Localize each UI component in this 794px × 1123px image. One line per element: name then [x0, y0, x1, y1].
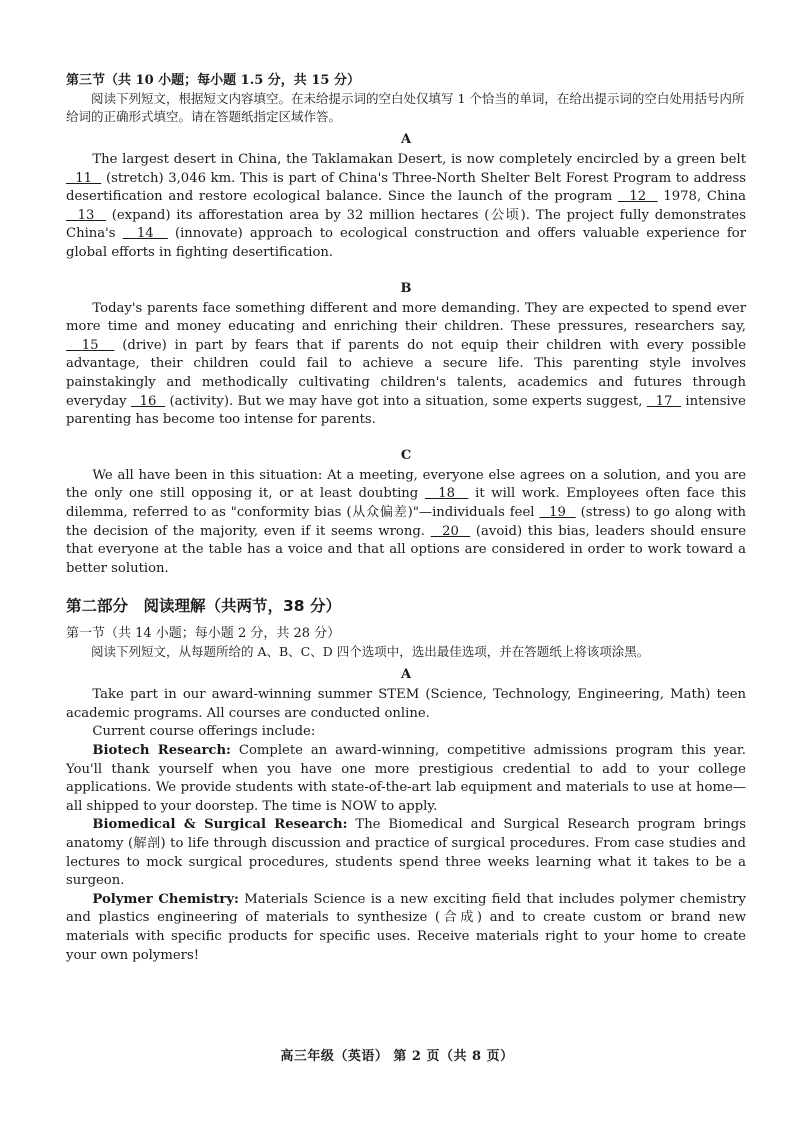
part2-section1-header: 第一节（共 14 小题；每小题 2 分，共 28 分）: [66, 626, 341, 642]
course-biotech-title: Biotech Research:: [92, 743, 231, 759]
section3-header: 第三节（共 10 小题；每小题 1.5 分，共 15 分）: [66, 73, 360, 88]
passage-c-text: We all have been in this situation: At a meeting, everyone else agrees on a solution, and you are the only one still opposing it, or at least doubting 18 it will work. Employees often face this dilemma, referred to as "conformity bias (从众偏差)"—individuals feel 19 (stress) to go along with the decision of the majority, even if it seems wrong. 20 (avoid) this bias, leaders should ensure that everyone at the table has a voice and that all options are considered in order to work toward a better solution.: [66, 467, 747, 576]
passage-b-label: B: [400, 280, 412, 296]
page-footer: 高三年级（英语） 第 2 页（共 8 页）: [280, 1049, 514, 1064]
part2-instruction: 阅读下列短文，从每题所给的 A、B、C、D 四个选项中，选出最佳选项，并在答题纸上将该项涂黑。: [91, 644, 650, 660]
blank-14: 14: [136, 226, 154, 242]
reading-a-offerings: Current course offerings include:: [92, 724, 316, 740]
passage-a-label: A: [400, 132, 412, 147]
blank-11: 11: [75, 170, 93, 186]
course-biomedical: Biomedical & Surgical Research: The Biomedical and Surgical Research program brings anatomy (解剖) to life through discussion and practice of surgical procedures. From case studies and lectures to mock surgical procedures, students spend three weeks learning what it takes to be a surgeon.: [66, 817, 746, 889]
blank-13: 13: [77, 207, 95, 223]
blank-16: 16: [139, 393, 157, 409]
reading-a-intro: Take part in our award-winning summer STEM (Science, Technology, Engineering, Math) teen academic programs. All courses are conducted online.: [66, 687, 746, 721]
blank-20: 20: [442, 523, 459, 539]
section3-instruction: 阅读下列短文，根据短文内容填空。在未给提示词的空白处仅填写 1 个恰当的单词，在给出提示词的空白处用括号内所给词的正确形式填空。请在答题纸指定区域作答。: [66, 91, 745, 124]
passage-b-text: Today's parents face something different and more demanding. They are expected to spend ever more time and money educating and enriching their children. These pressures, researchers say, 15 (drive) in part by fears that if parents do not equip their children with every possible advantage, their children could fail to achieve a secure life. This parenting style involves painstakingly and methodically cultivating children's talents, academics and futures through everyday 16 (activity). But we may have got into a situation, some experts suggest, 17 intensive parenting has become too intense for parents.: [66, 300, 747, 428]
blank-15: 15: [81, 337, 99, 353]
course-biotech: Biotech Research: Complete an award-winning, competitive admissions program this year. You'll thank yourself when you have one more prestigious credential to add to your college applications. We provide students with state-of-the-art lab equipment and materials to use at home—all shipped to your doorstep. The time is NOW to apply.: [66, 743, 746, 814]
course-polymer-title: Polymer Chemistry:: [92, 891, 239, 907]
part2-title: 第二部分 阅读理解（共两节，38 分）: [66, 597, 341, 616]
exam-page: [66, 72, 746, 965]
passage-a-text: The largest desert in China, the Taklamakan Desert, is now completely encircled by a green belt 11 (stretch) 3,046 km. This is part of China's Three-North Shelter Belt Forest Program to address desertification and restore ecological balance. Since the launch of the program 12 1978, China 13 (expand) its afforestation area by 32 million hectares (公顷). The project fully demonstrates China's 14 (innovate) approach to ecological construction and offers valuable experience for global efforts in fighting desertification.: [66, 152, 747, 260]
blank-12: 12: [629, 189, 647, 205]
passage-c-label: C: [400, 447, 412, 463]
reading-a-label: A: [400, 667, 412, 683]
blank-17: 17: [655, 393, 673, 409]
blank-18: 18: [438, 486, 456, 502]
blank-19: 19: [549, 504, 566, 520]
course-polymer: Polymer Chemistry: Materials Science is a new exciting field that includes polymer chemistry and plastics engineering of materials to synthesize (合成) and to create custom or brand new materials with specific products for specific uses. Receive materials right to your home to create your own polymers!: [66, 891, 746, 963]
course-biomedical-title: Biomedical & Surgical Research:: [92, 817, 348, 833]
